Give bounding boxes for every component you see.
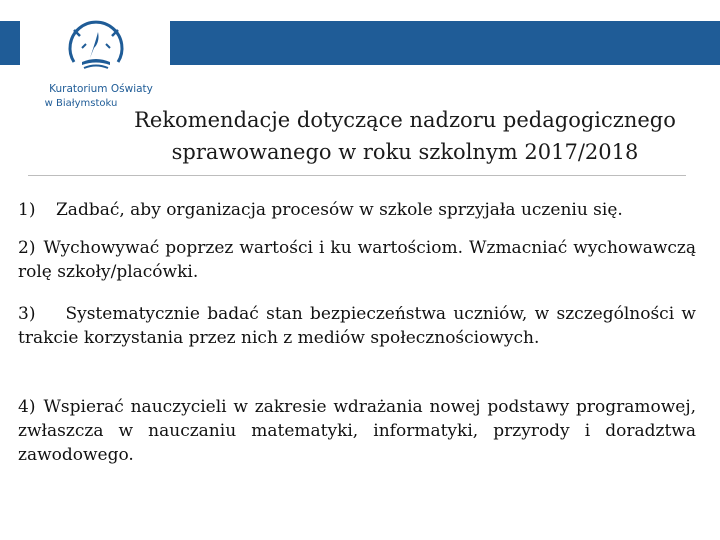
item-text: Wspierać nauczycieli w zakresie wdrażania nowej podstawy programowej, zwłaszcza w nauczaniu matematyki, informatyki, przyrody i doradztwa zawodowego. xyxy=(18,397,696,465)
title-divider xyxy=(28,175,686,176)
recommendation-item-2 xyxy=(18,236,696,284)
item-number: 1) xyxy=(18,200,36,220)
item-number: 2) xyxy=(18,238,36,258)
item-text: Wychowywać poprzez wartości i ku wartościom. Wzmacniać wychowawczą rolę szkoły/placówki. xyxy=(18,238,696,282)
kuratorium-emblem-icon xyxy=(60,18,132,82)
title-line-2: sprawowanego w roku szkolnym 2017/2018 xyxy=(171,140,639,164)
recommendation-item-3 xyxy=(18,302,696,350)
logo xyxy=(20,12,170,112)
title-line-1: Rekomendacje dotyczące nadzoru pedagogicznego xyxy=(134,108,676,132)
item-text: Zadbać, aby organizacja procesów w szkole sprzyjała uczeniu się. xyxy=(56,200,623,220)
item-number: 4) xyxy=(18,397,36,417)
recommendation-item-4 xyxy=(18,395,696,467)
page-title xyxy=(90,104,720,168)
item-number: 3) xyxy=(18,304,36,324)
item-text: Systematycznie badać stan bezpieczeństwa uczniów, w szczególności w trakcie korzystania przez nich z mediów społecznościowych. xyxy=(18,304,696,348)
logo-line-1: Kuratorium Oświaty xyxy=(49,83,153,95)
logo-line-2: w Białymstoku xyxy=(44,98,118,109)
recommendation-item-1 xyxy=(18,198,696,222)
